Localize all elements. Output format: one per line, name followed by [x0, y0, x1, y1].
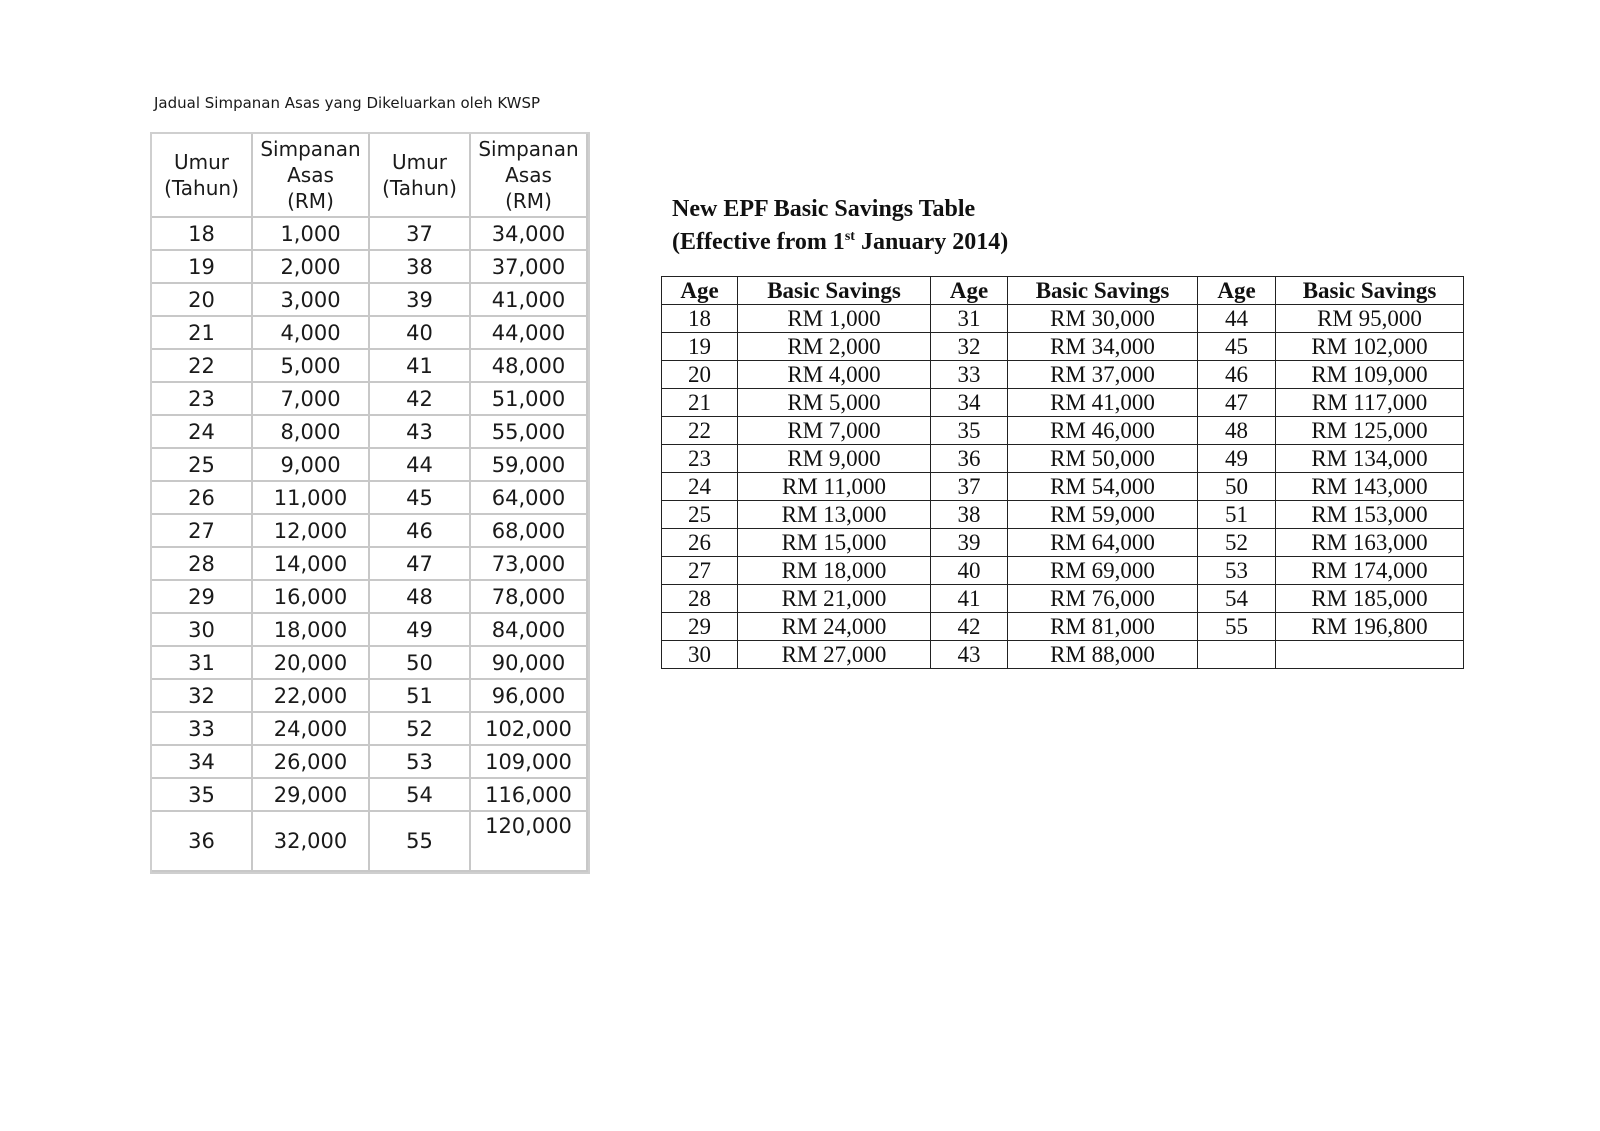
- table-cell: RM 134,000: [1276, 445, 1464, 473]
- table-cell: RM 69,000: [1008, 557, 1198, 585]
- table-cell: 55: [1198, 613, 1276, 641]
- table-cell: 96,000: [471, 680, 588, 713]
- table-row: [152, 350, 588, 383]
- table-cell: 16,000: [253, 581, 370, 614]
- table-cell: 22: [662, 417, 738, 445]
- table-cell: 23: [662, 445, 738, 473]
- table-cell: 48,000: [471, 350, 588, 383]
- kwsp-header-cell: Simpanan Asas (RM): [253, 134, 370, 218]
- table-cell: 53: [370, 746, 471, 779]
- epf-basic-savings-table: [661, 276, 1464, 669]
- table-cell: 20: [152, 284, 253, 317]
- table-cell: 26,000: [253, 746, 370, 779]
- table-cell: 23: [152, 383, 253, 416]
- table-cell: 28: [662, 585, 738, 613]
- table-cell: RM 27,000: [738, 641, 931, 669]
- table-cell: 54: [1198, 585, 1276, 613]
- table-cell: 52: [370, 713, 471, 746]
- table-row: [152, 218, 588, 251]
- table-cell: 2,000: [253, 251, 370, 284]
- table-cell: 22: [152, 350, 253, 383]
- table-row: [662, 613, 1464, 641]
- table-row: [662, 445, 1464, 473]
- table-cell: 53: [1198, 557, 1276, 585]
- table-cell: 36: [152, 812, 253, 872]
- table-row: [152, 317, 588, 350]
- table-cell: 36: [931, 445, 1008, 473]
- table-cell: 31: [152, 647, 253, 680]
- table-cell: 46: [1198, 361, 1276, 389]
- table-cell: RM 174,000: [1276, 557, 1464, 585]
- table-row: [152, 482, 588, 515]
- kwsp-basic-savings-table: [150, 132, 590, 874]
- kwsp-header-row: [152, 134, 588, 218]
- table-cell: 34: [152, 746, 253, 779]
- table-row: [152, 548, 588, 581]
- table-cell: 45: [370, 482, 471, 515]
- table-cell: RM 37,000: [1008, 361, 1198, 389]
- table-cell: 33: [152, 713, 253, 746]
- kwsp-header-cell: Umur (Tahun): [152, 134, 253, 218]
- table-cell: 21: [662, 389, 738, 417]
- table-cell: RM 153,000: [1276, 501, 1464, 529]
- table-cell: 43: [931, 641, 1008, 669]
- table-row: [152, 812, 588, 872]
- table-cell: 47: [370, 548, 471, 581]
- table-cell: 1,000: [253, 218, 370, 251]
- table-cell: 25: [662, 501, 738, 529]
- table-cell: 90,000: [471, 647, 588, 680]
- table-row: [662, 473, 1464, 501]
- table-cell: 3,000: [253, 284, 370, 317]
- table-cell: RM 54,000: [1008, 473, 1198, 501]
- table-cell: 20,000: [253, 647, 370, 680]
- table-cell: 29,000: [253, 779, 370, 812]
- table-cell: 55: [370, 812, 471, 872]
- table-cell: 33: [931, 361, 1008, 389]
- table-cell: 42: [370, 383, 471, 416]
- table-cell: RM 76,000: [1008, 585, 1198, 613]
- table-cell: 109,000: [471, 746, 588, 779]
- table-cell: RM 15,000: [738, 529, 931, 557]
- table-cell: 18,000: [253, 614, 370, 647]
- table-cell: RM 2,000: [738, 333, 931, 361]
- table-cell: RM 95,000: [1276, 305, 1464, 333]
- table-cell: 48: [1198, 417, 1276, 445]
- table-cell: 45: [1198, 333, 1276, 361]
- table-cell: 29: [662, 613, 738, 641]
- table-cell: 32: [152, 680, 253, 713]
- table-row: [152, 416, 588, 449]
- table-cell: RM 4,000: [738, 361, 931, 389]
- table-cell: 68,000: [471, 515, 588, 548]
- table-cell: 37,000: [471, 251, 588, 284]
- kwsp-header-cell: Umur (Tahun): [370, 134, 471, 218]
- table-cell: RM 1,000: [738, 305, 931, 333]
- table-cell: RM 125,000: [1276, 417, 1464, 445]
- epf-header-cell: Age: [931, 277, 1008, 305]
- table-cell: 29: [152, 581, 253, 614]
- table-cell: RM 5,000: [738, 389, 931, 417]
- kwsp-table-title: Jadual Simpanan Asas yang Dikeluarkan oleh KWSP: [154, 94, 541, 112]
- table-cell: 41: [931, 585, 1008, 613]
- table-row: [152, 284, 588, 317]
- table-cell: 26: [662, 529, 738, 557]
- table-row: [662, 557, 1464, 585]
- table-row: [152, 647, 588, 680]
- table-cell: 28: [152, 548, 253, 581]
- table-cell: RM 109,000: [1276, 361, 1464, 389]
- epf-header-cell: Age: [662, 277, 738, 305]
- table-cell: RM 143,000: [1276, 473, 1464, 501]
- table-cell: 37: [370, 218, 471, 251]
- table-cell: 120,000: [471, 812, 588, 872]
- table-cell: 102,000: [471, 713, 588, 746]
- epf-header-cell: Basic Savings: [738, 277, 931, 305]
- table-cell: 18: [152, 218, 253, 251]
- table-cell: 49: [370, 614, 471, 647]
- table-cell: 31: [931, 305, 1008, 333]
- epf-header-cell: Basic Savings: [1008, 277, 1198, 305]
- table-cell: RM 88,000: [1008, 641, 1198, 669]
- table-cell: 32: [931, 333, 1008, 361]
- table-cell: 55,000: [471, 416, 588, 449]
- table-cell: 51,000: [471, 383, 588, 416]
- table-cell: RM 185,000: [1276, 585, 1464, 613]
- table-cell: 43: [370, 416, 471, 449]
- table-cell: 51: [1198, 501, 1276, 529]
- table-cell: RM 18,000: [738, 557, 931, 585]
- table-cell: 18: [662, 305, 738, 333]
- table-cell: 26: [152, 482, 253, 515]
- table-row: [662, 417, 1464, 445]
- epf-title-prefix: (Effective from 1: [672, 229, 845, 255]
- table-row: [662, 333, 1464, 361]
- table-cell: 24: [152, 416, 253, 449]
- table-cell: 54: [370, 779, 471, 812]
- table-cell: 48: [370, 581, 471, 614]
- table-cell: RM 81,000: [1008, 613, 1198, 641]
- table-cell: 40: [370, 317, 471, 350]
- table-row: [662, 305, 1464, 333]
- kwsp-header-cell: Simpanan Asas (RM): [471, 134, 588, 218]
- table-cell: 4,000: [253, 317, 370, 350]
- table-cell: RM 41,000: [1008, 389, 1198, 417]
- table-row: [662, 529, 1464, 557]
- table-cell: 35: [931, 417, 1008, 445]
- table-row: [152, 614, 588, 647]
- table-cell: RM 21,000: [738, 585, 931, 613]
- table-cell: RM 9,000: [738, 445, 931, 473]
- table-row: [152, 779, 588, 812]
- table-row: [152, 713, 588, 746]
- table-row: [662, 641, 1464, 669]
- table-cell: 50: [1198, 473, 1276, 501]
- table-cell: 5,000: [253, 350, 370, 383]
- table-cell: 73,000: [471, 548, 588, 581]
- table-cell: 35: [152, 779, 253, 812]
- table-cell: 21: [152, 317, 253, 350]
- table-cell: 84,000: [471, 614, 588, 647]
- table-cell: 24,000: [253, 713, 370, 746]
- table-cell: 39: [370, 284, 471, 317]
- table-cell: 30: [152, 614, 253, 647]
- table-cell: RM 59,000: [1008, 501, 1198, 529]
- table-row: [152, 581, 588, 614]
- table-cell: 20: [662, 361, 738, 389]
- table-cell: 27: [662, 557, 738, 585]
- table-cell: 44: [1198, 305, 1276, 333]
- table-cell: 14,000: [253, 548, 370, 581]
- table-cell: RM 50,000: [1008, 445, 1198, 473]
- table-cell: 39: [931, 529, 1008, 557]
- table-cell: 37: [931, 473, 1008, 501]
- table-row: [152, 680, 588, 713]
- table-row: [662, 361, 1464, 389]
- table-cell: 12,000: [253, 515, 370, 548]
- table-cell: 64,000: [471, 482, 588, 515]
- table-cell: 38: [370, 251, 471, 284]
- table-cell: RM 196,800: [1276, 613, 1464, 641]
- table-cell: 30: [662, 641, 738, 669]
- table-cell: 40: [931, 557, 1008, 585]
- table-cell: RM 34,000: [1008, 333, 1198, 361]
- table-cell: 27: [152, 515, 253, 548]
- table-cell: RM 30,000: [1008, 305, 1198, 333]
- table-cell: 49: [1198, 445, 1276, 473]
- table-cell: 38: [931, 501, 1008, 529]
- table-row: [152, 449, 588, 482]
- epf-title-line2: [672, 223, 1008, 256]
- table-cell: 47: [1198, 389, 1276, 417]
- table-cell: 41,000: [471, 284, 588, 317]
- table-row: [152, 383, 588, 416]
- epf-title-line1: New EPF Basic Savings Table: [672, 196, 976, 222]
- table-cell: RM 11,000: [738, 473, 931, 501]
- table-cell: 46: [370, 515, 471, 548]
- table-cell: RM 117,000: [1276, 389, 1464, 417]
- table-cell: 59,000: [471, 449, 588, 482]
- table-cell: 50: [370, 647, 471, 680]
- table-cell: 8,000: [253, 416, 370, 449]
- table-cell: 9,000: [253, 449, 370, 482]
- table-cell: 25: [152, 449, 253, 482]
- table-cell: 22,000: [253, 680, 370, 713]
- table-cell: RM 64,000: [1008, 529, 1198, 557]
- table-cell: 19: [662, 333, 738, 361]
- table-row: [152, 515, 588, 548]
- table-row: [662, 501, 1464, 529]
- table-cell: 116,000: [471, 779, 588, 812]
- table-cell: 42: [931, 613, 1008, 641]
- table-cell: 34: [931, 389, 1008, 417]
- table-cell: 24: [662, 473, 738, 501]
- table-row: [152, 251, 588, 284]
- table-cell: RM 102,000: [1276, 333, 1464, 361]
- table-cell: RM 7,000: [738, 417, 931, 445]
- table-row: [662, 389, 1464, 417]
- table-cell: 19: [152, 251, 253, 284]
- table-cell: 32,000: [253, 812, 370, 872]
- table-cell: [1276, 641, 1464, 669]
- table-cell: 52: [1198, 529, 1276, 557]
- table-row: [152, 746, 588, 779]
- table-cell: 51: [370, 680, 471, 713]
- table-cell: 41: [370, 350, 471, 383]
- table-cell: 7,000: [253, 383, 370, 416]
- epf-title-sup: st: [844, 229, 855, 244]
- table-cell: 34,000: [471, 218, 588, 251]
- epf-header-cell: Age: [1198, 277, 1276, 305]
- epf-header-cell: Basic Savings: [1276, 277, 1464, 305]
- table-cell: 78,000: [471, 581, 588, 614]
- table-cell: 44: [370, 449, 471, 482]
- table-row: [662, 585, 1464, 613]
- table-cell: RM 13,000: [738, 501, 931, 529]
- epf-table-title: [672, 195, 1008, 256]
- table-cell: RM 163,000: [1276, 529, 1464, 557]
- table-cell: RM 46,000: [1008, 417, 1198, 445]
- epf-header-row: [662, 277, 1464, 305]
- epf-title-suffix: January 2014): [854, 229, 1009, 255]
- table-cell: 11,000: [253, 482, 370, 515]
- table-cell: [1198, 641, 1276, 669]
- table-cell: 44,000: [471, 317, 588, 350]
- table-cell: RM 24,000: [738, 613, 931, 641]
